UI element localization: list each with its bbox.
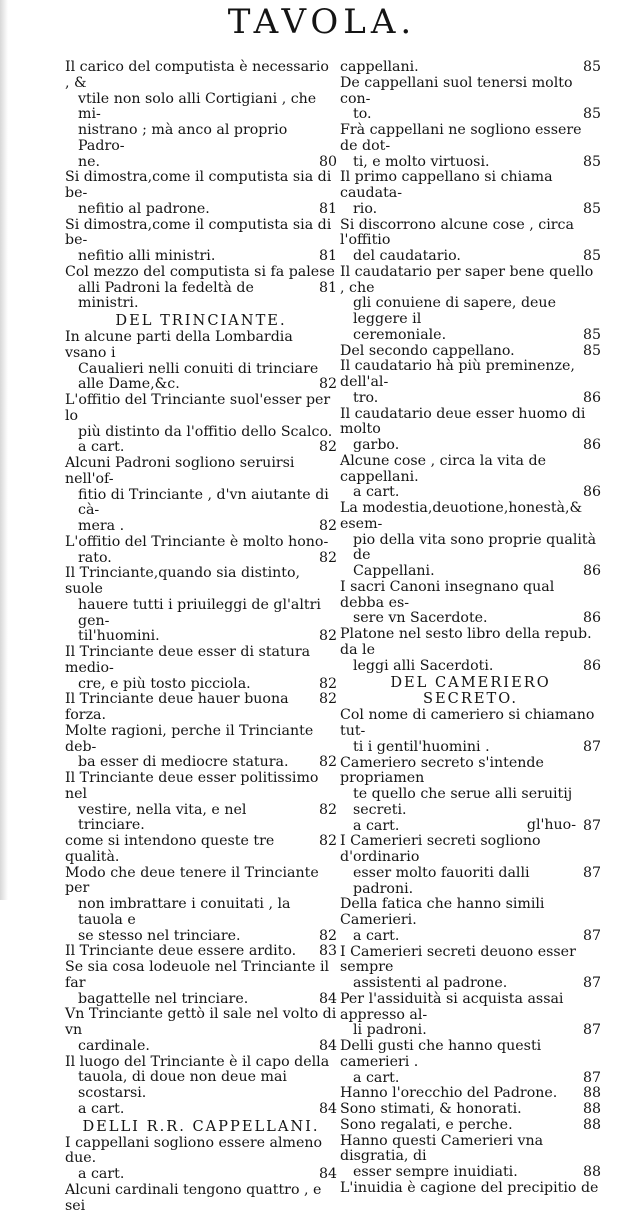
index-entry <box>340 218 601 265</box>
page-number: 85 <box>582 106 601 123</box>
entry-line: 86 sere vn Sacerdote. <box>353 610 601 627</box>
entry-line: Si dimostra,come il computista sia di be- <box>65 169 332 201</box>
page-number: 84 <box>318 1037 337 1054</box>
entry-line: Alcune cose , circa la vita de cappellani. <box>340 452 546 485</box>
index-entry <box>65 265 337 312</box>
index-entry <box>65 771 337 834</box>
entry-line: 85 Del secondo cappellano. <box>340 342 601 359</box>
index-entry <box>65 960 337 1007</box>
page-number: 88 <box>582 1116 601 1133</box>
page-number: 82 <box>318 549 337 566</box>
entry-line: 86 tro. <box>353 389 601 406</box>
page-number: 87 <box>582 864 601 881</box>
page-number: 83 <box>318 943 337 960</box>
page-number: 88 <box>582 1101 601 1117</box>
page-number: 85 <box>582 59 601 75</box>
page-number: 84 <box>318 1100 337 1117</box>
entry-line: Il Trinciante deue esser di statura medio- <box>65 644 311 676</box>
entry-line: Cameriero secreto s'intende propriamen <box>340 754 544 787</box>
page-number: 86 <box>582 563 601 579</box>
page-number: 86 <box>582 389 601 406</box>
page-number: 86 <box>582 610 601 627</box>
entry-line: tauola, di doue non deue mai scostarsi. <box>78 1069 287 1101</box>
index-entry <box>65 218 337 265</box>
entry-line: 84 bagattelle nel trinciare. <box>78 990 337 1007</box>
entry-line: Della fatica che hanno simili Camerieri. <box>340 896 545 928</box>
entry-line: Alcuni cardinali tengono quattro , e sei <box>65 1181 322 1214</box>
entry-line: 87 a cart. <box>353 817 601 834</box>
entry-line: I Camerieri secreti deuono esser sempre <box>340 943 576 976</box>
page-number: 82 <box>318 439 337 456</box>
entry-line: L'offitio del Trinciante è molto hono- <box>65 533 329 550</box>
paper-edge <box>0 0 8 900</box>
index-entry <box>65 330 337 393</box>
page-number: 88 <box>582 1085 601 1102</box>
entry-line: Alcuni Padroni sogliono seruirsi nell'of- <box>65 455 295 487</box>
entry-line: Vn Trinciante gettò il sale nel volto di vn <box>65 1006 337 1038</box>
page-number: 81 <box>318 279 337 296</box>
entry-line: 81 alli Padroni la fedeltà de ministri. <box>78 279 337 312</box>
entry-line: 88 Sono regalati, e perche. <box>340 1116 601 1133</box>
page-number: 86 <box>582 657 601 674</box>
entry-line: Se sia cosa lodeuole nel Trinciante il far <box>65 959 330 991</box>
entry-line: 81 nefitio alli ministri. <box>78 248 337 264</box>
page-number: 82 <box>318 691 337 708</box>
entry-line: 85 del caudatario. <box>353 248 601 264</box>
index-entry <box>340 407 601 454</box>
entry-line: 82 cre, e più tosto picciola. <box>78 675 337 692</box>
page-number: 81 <box>318 200 337 217</box>
index-entry <box>65 535 337 567</box>
index-entry <box>65 393 337 456</box>
entry-line: Molte ragioni, perche il Trinciante deb- <box>65 722 314 755</box>
entry-line: fitio di Trinciante , d'vn aiutante di cà- <box>78 486 329 519</box>
entry-line: 85 rio. <box>353 200 601 217</box>
entry-line: L'inuidia è cagione del precipitio de <box>340 1179 599 1196</box>
entry-line: Il caudatario deue esser huomo di molto <box>340 405 586 438</box>
entry-line: hauere tutti i priuileggi de gl'altri gen- <box>78 596 321 629</box>
entry-line: 82 vestire, nella vita, e nel trinciare. <box>78 801 337 834</box>
page-number: 82 <box>318 754 337 771</box>
entry-line: 85 ceremoniale. <box>353 326 601 343</box>
entry-line: Col nome di cameriero si chiamano tut- <box>340 707 595 739</box>
entry-line: 86 Cappellani. <box>353 563 601 579</box>
entry-line: Platone nel sesto libro della repub. da le <box>340 626 592 658</box>
page-number: 80 <box>318 153 337 170</box>
index-entry <box>340 1102 601 1118</box>
index-entry <box>65 645 337 692</box>
entry-line: Per l'assiduità si acquista assai appresso al- <box>340 990 564 1023</box>
index-entry <box>340 501 601 580</box>
entry-line: te quello che serue alli seruitij secreti. <box>353 786 573 818</box>
page-number: 86 <box>582 484 601 501</box>
index-entry <box>340 123 601 170</box>
page-number: 85 <box>582 248 601 264</box>
page-number: 85 <box>582 342 601 359</box>
entry-line: più distinto da l'offitio dello Scalco. <box>78 423 333 440</box>
page-number: 87 <box>582 1069 601 1086</box>
entry-line: 88 esser sempre inuidiati. <box>353 1164 601 1180</box>
page-number: 84 <box>318 990 337 1007</box>
page-number: 82 <box>318 376 337 393</box>
entry-line: Il Trinciante deue esser politissimo nel <box>65 770 319 802</box>
index-entry <box>340 945 601 992</box>
page-number: 81 <box>318 248 337 264</box>
index-entry <box>340 1134 601 1181</box>
entry-line: 87 esser molto fauoriti dalli padroni. <box>353 864 601 897</box>
entry-line: 82 til'huomini. <box>78 628 337 645</box>
page-number: 82 <box>318 801 337 818</box>
page-number: 82 <box>318 628 337 645</box>
entry-line: Il luogo del Trinciante è il capo della <box>65 1053 330 1070</box>
index-entry <box>340 265 601 344</box>
entry-line: 82 mera . <box>78 518 337 534</box>
index-entry <box>340 1181 601 1197</box>
entry-line: nistrano ; mà anco al proprio Padro- <box>78 122 288 154</box>
index-entry <box>65 456 337 535</box>
index-entry <box>65 692 337 724</box>
entry-line: Modo che deue tenere il Trinciante per <box>65 864 319 897</box>
entry-line: 84 a cart. <box>78 1166 337 1182</box>
index-entry <box>340 344 601 360</box>
entry-line: non imbrattare i conuitati , la tauola e <box>78 896 291 928</box>
entry-line: Delli gusti che hanno questi camerieri . <box>340 1038 542 1070</box>
index-entry <box>340 76 601 123</box>
entry-line: Si dimostra,come il computista sia di be- <box>65 216 332 249</box>
section-heading: DEL TRINCIANTE. <box>115 312 287 329</box>
index-column-right <box>340 60 601 1197</box>
entry-line: Il caudatario per saper bene quello , che <box>340 263 594 296</box>
entry-line: 86 leggi alli Sacerdoti. <box>353 657 601 674</box>
entry-line: Il primo cappellano si chiama caudata- <box>340 169 553 201</box>
index-entry <box>65 170 337 217</box>
index-entry <box>340 992 601 1039</box>
index-entry <box>340 454 601 501</box>
entry-line: Il carico del computista è necessario , & <box>65 59 329 91</box>
page-number: 88 <box>582 1164 601 1180</box>
entry-line: pio della vita sono proprie qualità de <box>353 531 597 564</box>
page-number: 82 <box>318 927 337 944</box>
entry-line: 88 Sono stimati, & honorati. <box>340 1101 601 1117</box>
page-number: 86 <box>582 437 601 453</box>
index-entry <box>65 834 337 866</box>
entry-line: I cappellani sogliono essere almeno due. <box>65 1134 323 1167</box>
entry-line: 82 Il Trinciante deue hauer buona forza. <box>65 691 337 723</box>
entry-line: 82 rato. <box>78 549 337 566</box>
entry-line: 87 li padroni. <box>353 1022 601 1039</box>
entry-line: In alcune parti della Lombardia vsano i <box>65 329 293 361</box>
index-entry <box>340 708 601 755</box>
entry-line: Si discorrono alcune cose , circa l'offitio <box>340 216 574 249</box>
index-entry <box>340 170 601 217</box>
index-entry <box>340 60 601 76</box>
page-title: TAVOLA. <box>227 2 417 42</box>
entry-line: De cappellani suol tenersi molto con- <box>340 74 573 107</box>
entry-line: 82 se stesso nel trinciare. <box>78 927 337 944</box>
entry-line: 86 a cart. <box>353 484 601 501</box>
entry-line: 86 garbo. <box>353 437 601 453</box>
page-number: 87 <box>582 738 601 755</box>
entry-line: 88 Hanno l'orecchio del Padrone. <box>340 1085 601 1102</box>
entry-line: 82 a cart. <box>78 439 337 456</box>
entry-line: 82 come si intendono queste tre qualità. <box>65 833 337 865</box>
index-entry <box>65 1136 337 1183</box>
entry-line: Caualieri nelli conuiti di trinciare <box>78 360 319 377</box>
page-number: 85 <box>582 200 601 217</box>
entry-line: I sacri Canoni insegnano qual debba es- <box>340 578 555 611</box>
entry-line: 84 cardinale. <box>78 1037 337 1054</box>
page-number: 84 <box>318 1166 337 1182</box>
page-number: 82 <box>318 833 337 849</box>
entry-line: 85 cappellani. <box>340 59 601 75</box>
entry-line: 87 a cart. <box>353 1069 601 1086</box>
index-entry <box>65 866 337 945</box>
index-entry <box>340 359 601 406</box>
index-entry <box>340 1039 601 1086</box>
entry-line: 82 ba esser di mediocre statura. <box>78 754 337 771</box>
index-entry <box>340 1118 601 1134</box>
index-entry <box>65 944 337 960</box>
entry-line: L'offitio del Trinciante suol'esser per lo <box>65 392 331 424</box>
entry-line: 87 a cart. <box>353 927 601 944</box>
index-entry <box>65 566 337 645</box>
entry-line: 87 assistenti al padrone. <box>353 975 601 991</box>
entry-line: Col mezzo del computista si fa palese <box>65 263 335 280</box>
entry-line: 87 ti i gentil'huomini . <box>353 738 601 755</box>
page-number: 87 <box>582 1022 601 1039</box>
index-entry <box>65 60 337 170</box>
section-heading: DELLI R.R. CAPPELLANI. <box>82 1117 320 1135</box>
entry-line: 80 ne. <box>78 153 337 170</box>
index-entry <box>340 627 601 674</box>
index-entry <box>340 580 601 627</box>
page-number: 85 <box>582 326 601 343</box>
index-entry <box>340 897 601 944</box>
entry-line: 85 ti, e molto virtuosi. <box>353 153 601 170</box>
index-entry <box>65 724 337 771</box>
index-column-left <box>65 60 337 1214</box>
entry-line: Il Trinciante,quando sia distinto, suole <box>65 565 301 597</box>
entry-line: 84 a cart. <box>78 1100 337 1117</box>
page-number: 82 <box>318 518 337 534</box>
entry-line: 83 Il Trinciante deue essere ardito. <box>65 943 337 960</box>
index-entry <box>340 834 601 897</box>
index-entry <box>65 1007 337 1054</box>
page-number: 82 <box>318 675 337 692</box>
entry-line: Il caudatario hà più preminenze, dell'al- <box>340 358 575 390</box>
entry-line: I Camerieri secreti sogliono d'ordinario <box>340 833 541 865</box>
entry-line: Hanno questi Camerieri vna disgratia, di <box>340 1132 544 1165</box>
entry-line: 81 nefitio al padrone. <box>78 200 337 217</box>
page-number: 85 <box>582 153 601 170</box>
page-number: 87 <box>582 927 601 944</box>
entry-line: 85 to. <box>353 106 601 123</box>
entry-line: Frà cappellani ne sogliono essere de dot- <box>340 122 582 154</box>
index-entry <box>65 1055 337 1118</box>
entry-line: La modestia,deuotione,honestà,& esem- <box>340 500 583 532</box>
entry-line: gli conuiene di sapere, deue leggere il <box>353 295 556 327</box>
entry-line: vtile non solo alli Cortigiani , che mi- <box>78 90 317 123</box>
section-heading: DEL CAMERIERO SECRETO. <box>390 674 551 708</box>
index-entry <box>340 1086 601 1102</box>
catchword: gl'huo- <box>526 817 576 833</box>
index-entry <box>65 1183 337 1214</box>
page-number: 87 <box>582 975 601 991</box>
entry-line: 82 alle Dame,&c. <box>78 376 337 393</box>
page-number: 87 <box>582 817 601 834</box>
